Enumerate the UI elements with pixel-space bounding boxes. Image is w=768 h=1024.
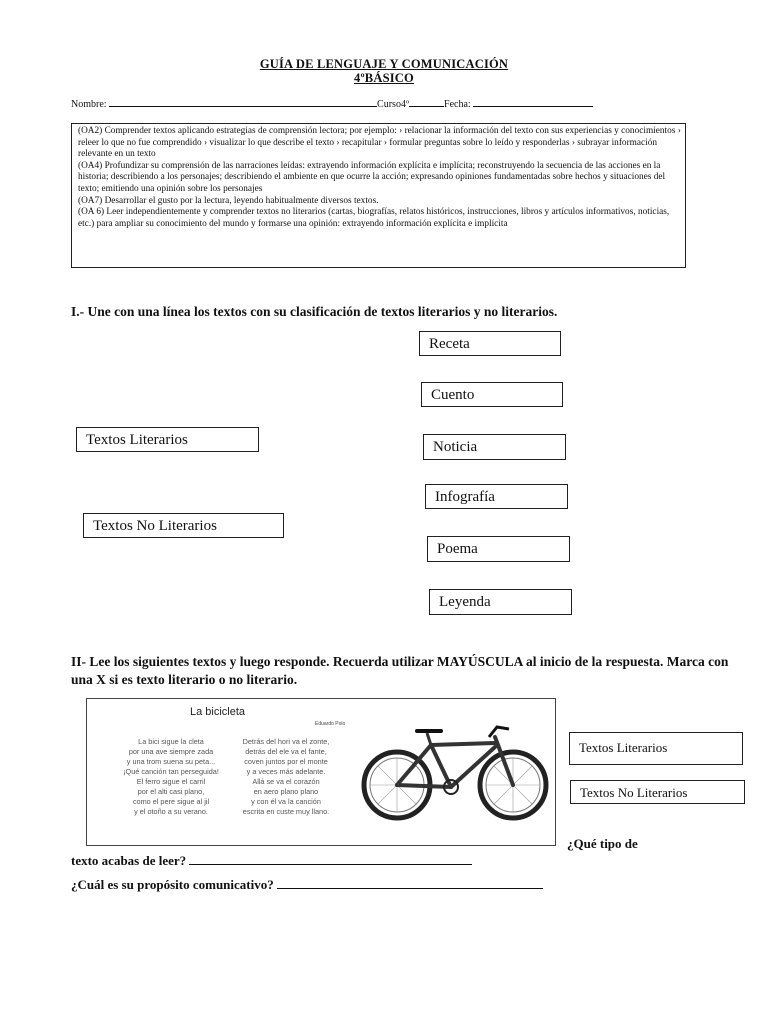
option-textos-literarios[interactable]: Textos Literarios <box>569 732 743 765</box>
question1-text: texto acabas de leer? <box>71 853 187 868</box>
answer2-blank[interactable] <box>277 888 543 889</box>
objective-oa6: (OA 6) Leer independientemente y comprender textos no literarios (cartas, biografías, relatos históricos, instrucciones, libros y artículos informativos, noticias, etc.) para ampliar su conocimiento del mundo y formarse una opinión: extrayendo información explícita e implícita <box>78 207 670 229</box>
poem-line: y una trom suena su peta... <box>126 757 216 766</box>
item-poema[interactable]: Poema <box>427 536 570 562</box>
section1-instruction: I.- Une con una línea los textos con su clasificación de textos literarios y no literarios. <box>71 304 558 319</box>
poem-image <box>86 698 556 846</box>
poem-stanza-1 <box>111 737 231 817</box>
grade-subtitle: 4ºBÁSICO <box>354 71 414 85</box>
section2-instruction: II- Lee los siguientes textos y luego responde. Recuerda utilizar MAYÚSCULA al inicio de la respuesta. Marca con una X si es texto literario o no literario. <box>71 654 729 687</box>
poem-line: y el otoño a su verano. <box>134 807 208 816</box>
item-leyenda[interactable]: Leyenda <box>429 589 572 615</box>
poem-author: Eduardo Polo <box>315 721 346 727</box>
poem-line: escrita en custe muy llano. <box>242 807 330 816</box>
question1-line <box>71 853 472 869</box>
objective-oa7: (OA7) Desarrollar el gusto por la lectura, leyendo habitualmente diversos textos. <box>78 195 379 206</box>
category-textos-literarios[interactable]: Textos Literarios <box>76 427 259 452</box>
poem-line: ¡Qué canción tan perseguida! <box>123 767 219 776</box>
item-infografia[interactable]: Infografía <box>425 484 568 509</box>
page-title: GUÍA DE LENGUAJE Y COMUNICACIÓN <box>259 57 509 71</box>
poem-line: Detrás del hori va el zonte, <box>242 737 330 746</box>
objectives-box <box>71 123 686 268</box>
objective-oa2: (OA2) Comprender textos aplicando estrategias de comprensión lectora; por ejemplo: › relacionar la información del texto con sus experiencias y conocimientos › releer lo que no fue comprendido › visualizar lo que describe el texto › recapitular › formular preguntas sobre lo leído y responderlas › subrayar información relevante en un texto <box>78 126 681 160</box>
poem-line: coven juntos por el monte <box>244 757 328 766</box>
date-blank[interactable] <box>473 106 593 107</box>
poem-line: y a veces más adelante. <box>246 767 326 776</box>
item-noticia[interactable]: Noticia <box>423 434 566 460</box>
name-label: Nombre: <box>71 99 110 110</box>
course-label: Curso4º <box>377 99 410 110</box>
question2-line <box>71 877 543 893</box>
question2-text: ¿Cuál es su propósito comunicativo? <box>71 877 274 892</box>
bicycle-illustration <box>359 723 551 833</box>
category-textos-no-literarios[interactable]: Textos No Literarios <box>83 513 284 538</box>
item-receta[interactable]: Receta <box>419 331 561 356</box>
question1-start: ¿Qué tipo de <box>567 836 638 851</box>
poem-line: detrás del ele va el fante, <box>245 747 327 756</box>
poem-line: y con él va la canción <box>251 797 321 806</box>
poem-title: La bicicleta <box>190 706 246 718</box>
poem-line: Allá se va el corazón <box>252 777 320 786</box>
date-label: Fecha: <box>444 99 474 110</box>
name-blank[interactable] <box>109 106 377 107</box>
poem-line: El ferro sigue el carril <box>136 777 206 786</box>
option-textos-no-literarios[interactable]: Textos No Literarios <box>570 780 745 804</box>
course-blank[interactable] <box>409 106 444 107</box>
poem-line: La bici sigue la cleta <box>138 737 204 746</box>
poem-line: como el pere sigue al jil <box>132 797 210 806</box>
item-cuento[interactable]: Cuento <box>421 382 563 407</box>
objective-oa4: (OA4) Profundizar su comprensión de las narraciones leídas: extrayendo información explícita e implícita; reconstruyendo la secuencia de las acciones en la historia; describiendo a los personajes; describiendo el ambiente en que ocurre la acción; expresando opiniones fundamentadas sobre hechos y situaciones del texto; emitiendo una opinión sobre los personajes <box>78 160 666 194</box>
answer1-blank[interactable] <box>189 864 472 865</box>
poem-line: por el alti casi plano, <box>137 787 205 796</box>
student-info-line <box>71 99 593 110</box>
poem-line: en aero plano plano <box>253 787 319 796</box>
poem-line: por una ave siempre zada <box>128 747 214 756</box>
poem-stanza-2 <box>226 737 346 817</box>
